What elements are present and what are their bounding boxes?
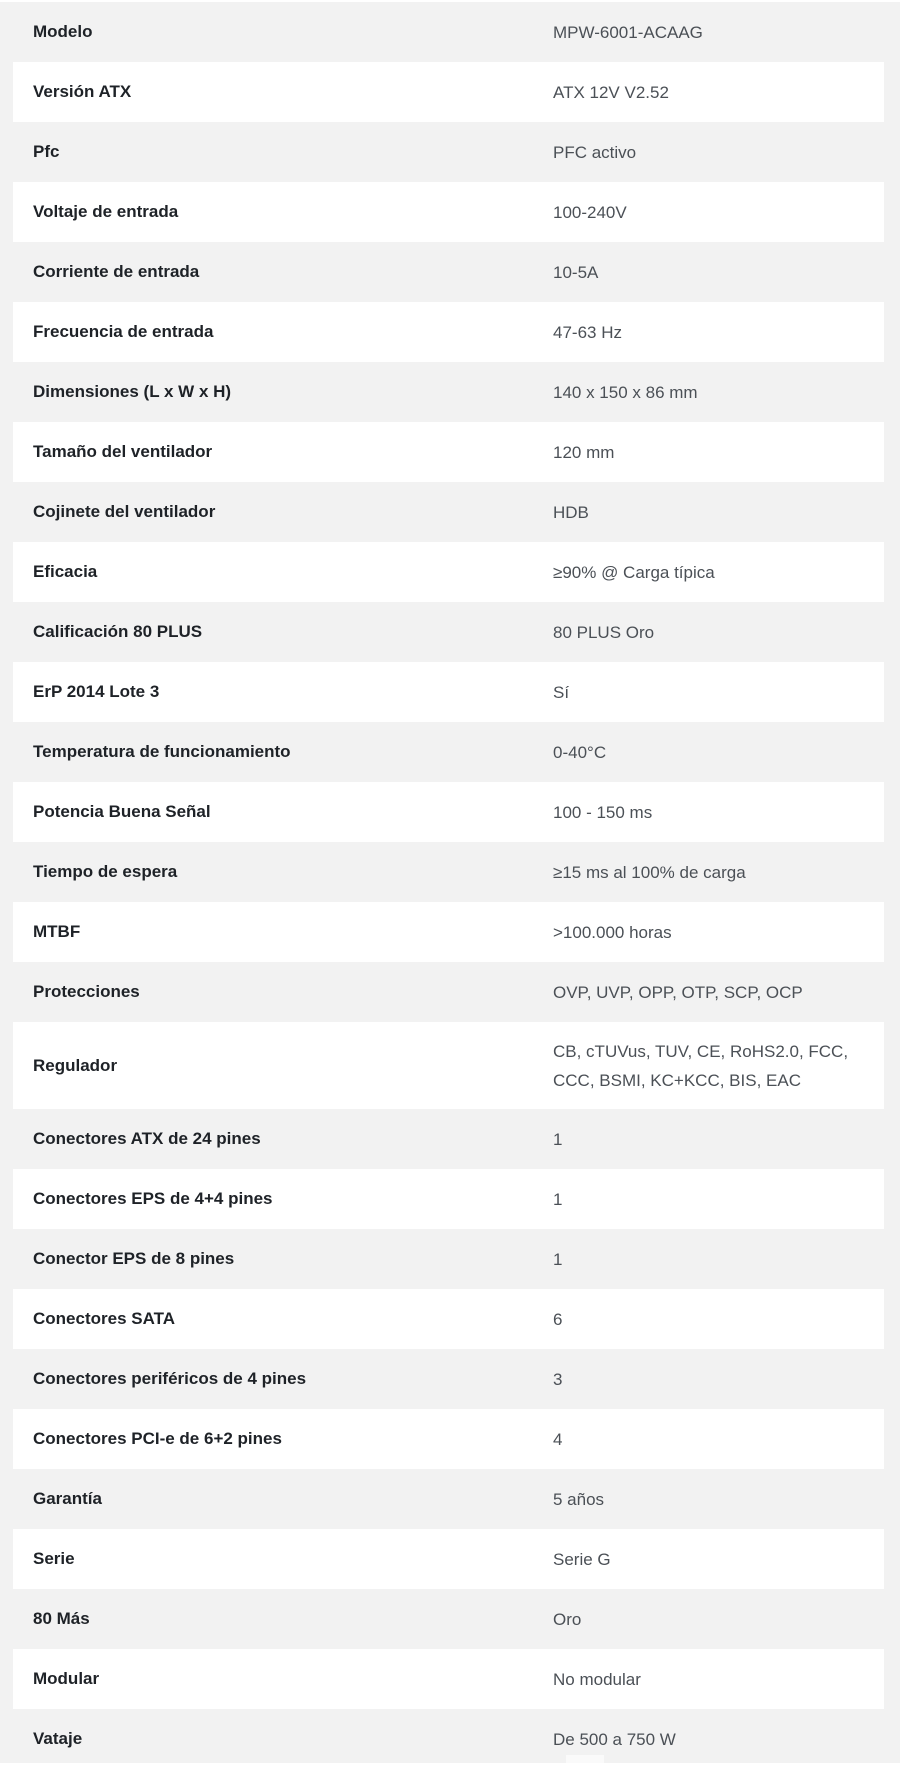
spec-label: Frecuencia de entrada <box>33 322 214 341</box>
spec-label: Conectores ATX de 24 pines <box>33 1129 261 1148</box>
spec-label: Modelo <box>33 22 93 41</box>
spec-label: Corriente de entrada <box>33 262 200 281</box>
spec-value: 10-5A <box>553 262 599 282</box>
spec-label: Calificación 80 PLUS <box>33 622 203 641</box>
spec-value: 1 <box>553 1189 563 1209</box>
spec-label: Vataje <box>33 1729 83 1748</box>
spec-row <box>13 662 884 722</box>
spec-value: 1 <box>553 1129 563 1149</box>
spec-label: Modular <box>33 1669 100 1688</box>
spec-label: Tamaño del ventilador <box>33 442 213 461</box>
spec-row <box>13 722 884 782</box>
spec-value: 120 mm <box>553 442 615 462</box>
spec-value: >100.000 horas <box>553 922 672 942</box>
spec-row <box>13 1289 884 1349</box>
spec-row <box>13 242 884 302</box>
partial-element-bottom <box>566 1755 604 1763</box>
spec-row <box>13 1469 884 1529</box>
spec-row <box>13 842 884 902</box>
spec-value: ≥15 ms al 100% de carga <box>553 862 746 882</box>
spec-label: Garantía <box>33 1489 102 1508</box>
spec-row <box>13 1709 884 1769</box>
spec-label: Conectores PCI-e de 6+2 pines <box>33 1429 282 1448</box>
spec-value: 6 <box>553 1309 563 1329</box>
spec-value: No modular <box>553 1669 641 1689</box>
spec-label: Temperatura de funcionamiento <box>33 742 291 761</box>
spec-label: Conectores periféricos de 4 pines <box>33 1369 307 1388</box>
spec-value: 4 <box>553 1429 563 1449</box>
spec-label: 80 Más <box>33 1609 90 1628</box>
spec-label: Pfc <box>33 142 60 161</box>
spec-value: OVP, UVP, OPP, OTP, SCP, OCP <box>553 982 803 1002</box>
spec-value: 47-63 Hz <box>553 322 622 342</box>
spec-label: Conectores SATA <box>33 1309 176 1328</box>
spec-value: De 500 a 750 W <box>553 1729 676 1749</box>
spec-label: Serie <box>33 1549 75 1568</box>
spec-label: MTBF <box>33 922 81 941</box>
spec-label: Conector EPS de 8 pines <box>33 1249 235 1268</box>
spec-row <box>13 1349 884 1409</box>
spec-label: Cojinete del ventilador <box>33 502 216 521</box>
spec-value: ≥90% @ Carga típica <box>553 562 715 582</box>
spec-label: Regulador <box>33 1055 118 1075</box>
spec-value: 5 años <box>553 1489 605 1509</box>
spec-value: 1 <box>553 1249 563 1269</box>
spec-row <box>13 782 884 842</box>
spec-row <box>13 1589 884 1649</box>
spec-row <box>13 602 884 662</box>
spec-row <box>13 2 884 62</box>
spec-label: Tiempo de espera <box>33 862 178 881</box>
spec-row <box>13 1409 884 1469</box>
spec-value: Serie G <box>553 1549 611 1569</box>
spec-row <box>13 542 884 602</box>
spec-value: 100-240V <box>553 202 627 222</box>
spec-label: Potencia Buena Señal <box>33 802 211 821</box>
spec-row <box>13 422 884 482</box>
spec-row <box>13 1529 884 1589</box>
spec-value: Oro <box>553 1609 582 1629</box>
spec-value: PFC activo <box>553 142 637 162</box>
spec-row <box>13 1169 884 1229</box>
spec-value: 3 <box>553 1369 563 1389</box>
spec-value: 140 x 150 x 86 mm <box>553 382 698 402</box>
spec-row <box>13 1022 884 1109</box>
spec-value: 0-40°C <box>553 742 607 762</box>
spec-row <box>13 62 884 122</box>
spec-value: ATX 12V V2.52 <box>553 82 669 102</box>
spec-value: CB, cTUVus, TUV, CE, RoHS2.0, FCC, CCC, BSMI, KC+KCC, BIS, EAC <box>553 1041 849 1090</box>
spec-row <box>13 302 884 362</box>
spec-table <box>13 2 884 1769</box>
spec-value: 100 - 150 ms <box>553 802 653 822</box>
spec-row <box>13 182 884 242</box>
spec-row <box>13 1109 884 1169</box>
spec-label: Conectores EPS de 4+4 pines <box>33 1189 273 1208</box>
spec-label: Protecciones <box>33 982 140 1001</box>
spec-row <box>13 362 884 422</box>
spec-label: Voltaje de entrada <box>33 202 179 221</box>
spec-value: MPW-6001-ACAAG <box>553 22 703 42</box>
spec-row <box>13 1649 884 1709</box>
spec-label: Versión ATX <box>33 82 132 101</box>
spec-row <box>13 482 884 542</box>
spec-value: 80 PLUS Oro <box>553 622 655 642</box>
spec-row <box>13 902 884 962</box>
spec-label: Dimensiones (L x W x H) <box>33 382 232 401</box>
spec-label: Eficacia <box>33 562 98 581</box>
spec-value: HDB <box>553 502 589 522</box>
spec-label: ErP 2014 Lote 3 <box>33 682 160 701</box>
spec-row <box>13 1229 884 1289</box>
spec-row <box>13 962 884 1022</box>
spec-row <box>13 122 884 182</box>
spec-value: Sí <box>553 682 570 702</box>
